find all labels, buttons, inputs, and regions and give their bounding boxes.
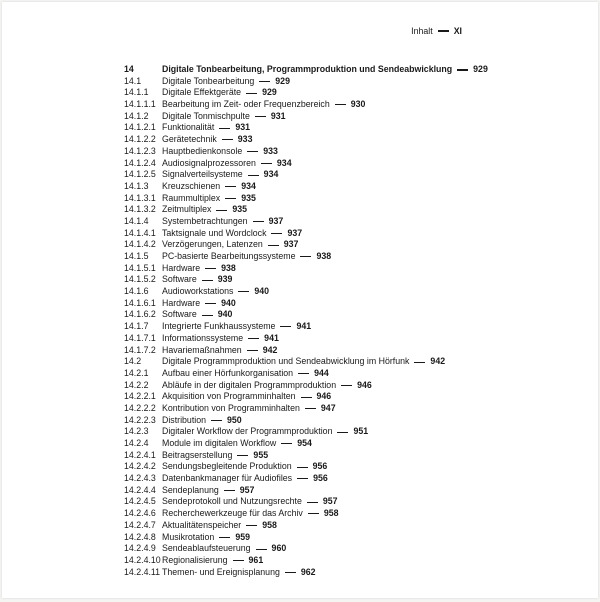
toc-entry-dash-rule: [225, 186, 236, 187]
toc-entry-page: 942: [430, 356, 446, 367]
toc-entry-page: 956: [312, 461, 328, 472]
toc-entry-number: 14.1.6: [124, 286, 149, 297]
toc-entry-number: 14.1.7.2: [124, 344, 156, 355]
toc-entry: [124, 391, 498, 403]
toc-entry: [124, 520, 498, 532]
toc-entry: [124, 87, 498, 99]
toc-entry-page: 957: [239, 484, 255, 495]
toc-entry-page: 946: [357, 379, 372, 390]
toc-entry-page: 934: [276, 157, 292, 168]
toc-entry-dash-rule: [457, 69, 468, 71]
toc-entry-number: 14: [124, 64, 134, 74]
toc-entry-dash-rule: [307, 502, 318, 503]
toc-entry-dash-rule: [225, 198, 236, 199]
toc-entry-title: Distribution: [162, 414, 207, 425]
toc-entry-page: 933: [237, 134, 253, 145]
toc-entry-page: 958: [323, 508, 339, 519]
toc-entry-dash-rule: [255, 116, 266, 117]
toc-entry-page: 958: [262, 519, 277, 530]
toc-entry-page: 947: [320, 402, 336, 413]
toc-entry: [124, 496, 498, 508]
toc-entry: [124, 450, 498, 462]
toc-entry-number: 14.2.4: [124, 438, 149, 448]
toc-entry-page: 929: [262, 87, 277, 98]
toc-entry-title: Taktsignale und Wordclock: [162, 227, 267, 238]
toc-entry-dash-rule: [280, 326, 291, 327]
toc-entry: [124, 508, 498, 520]
toc-entry-number: 14.1.3.2: [124, 204, 156, 215]
toc-entry-page: 940: [254, 286, 270, 297]
toc-entry: [124, 111, 498, 123]
toc-entry: [124, 356, 498, 368]
toc-entry-title: Kontribution von Programminhalten: [162, 402, 300, 413]
toc-entry-number: 14.1.2.4: [124, 157, 156, 168]
toc-entry-dash-rule: [233, 560, 244, 561]
toc-entry-dash-rule: [300, 256, 311, 257]
toc-entry-dash-rule: [205, 268, 216, 269]
toc-entry-dash-rule: [211, 420, 222, 421]
toc-entry-page: 934: [241, 180, 256, 191]
toc-entry: [124, 158, 498, 170]
toc-entry-number: 14.2.2.1: [124, 391, 156, 402]
toc-entry: [124, 64, 498, 76]
toc-entry: [124, 438, 498, 450]
toc-entry-title: Funktionalität: [162, 122, 215, 133]
toc-entry-title: Digitaler Workflow der Programmproduktion: [162, 426, 333, 437]
toc-entry-page: 944: [314, 367, 329, 378]
toc-entry-number: 14.2.4.6: [124, 508, 156, 519]
toc-entry-number: 14.2.2.2: [124, 402, 156, 413]
toc-entry-title: Sendeprotokoll und Nutzungsrechte: [162, 496, 302, 507]
toc-entry-title: Software: [162, 274, 197, 285]
toc-entry-number: 14.1.2.2: [124, 134, 156, 145]
toc-entry-title: Akquisition von Programminhalten: [162, 391, 296, 402]
toc-entry-title: Digitale Tonbearbeitung, Programmproduktion und Sendeabwicklung: [162, 64, 453, 74]
toc-entry-title: Digitale Effektgeräte: [162, 87, 242, 98]
toc-entry: [124, 461, 498, 473]
toc-entry: [124, 543, 498, 555]
toc-entry-dash-rule: [253, 221, 264, 222]
toc-entry: [124, 122, 498, 134]
toc-entry-dash-rule: [337, 432, 348, 433]
toc-entry: [124, 286, 498, 298]
toc-entry-dash-rule: [216, 210, 227, 211]
toc-entry-page: 954: [297, 438, 312, 448]
toc-entry: [124, 228, 498, 240]
toc-entry-dash-rule: [238, 291, 249, 292]
toc-entry-page: 940: [217, 309, 233, 320]
toc-entry-title: Gerätetechnik: [162, 134, 217, 145]
toc-entry: [124, 274, 498, 286]
toc-entry-number: 14.1.3: [124, 180, 149, 191]
toc-entry-dash-rule: [271, 233, 282, 234]
toc-entry-page: 959: [235, 531, 251, 542]
running-head-label: Inhalt: [411, 26, 433, 36]
toc-entry-page: 940: [221, 297, 236, 308]
toc-entry-number: 14.1.5.2: [124, 274, 156, 285]
toc-entry-title: Digitale Tonbearbeitung: [162, 75, 255, 86]
toc-entry-page: 929: [473, 64, 488, 74]
toc-entry-page: 935: [232, 204, 248, 215]
toc-entry-number: 14.2.2.3: [124, 414, 156, 425]
toc-entry-dash-rule: [202, 315, 213, 316]
toc-entry: [124, 216, 498, 228]
toc-entry-page: 946: [316, 391, 332, 402]
toc-entry-number: 14.2.4.1: [124, 449, 156, 460]
toc-entry: [124, 345, 498, 357]
toc-entry-page: 929: [275, 75, 290, 86]
toc-entry: [124, 555, 498, 567]
toc-entry-page: 937: [283, 239, 299, 250]
toc-entry-dash-rule: [297, 467, 308, 468]
toc-entry-number: 14.2.4.7: [124, 519, 156, 530]
toc-entry-dash-rule: [341, 385, 352, 386]
toc-entry-number: 14.2.4.9: [124, 543, 156, 554]
toc-entry-title: Systembetrachtungen: [162, 215, 248, 226]
toc-entry-dash-rule: [247, 350, 258, 351]
toc-entry-page: 937: [268, 215, 284, 226]
toc-entry-title: Digitale Programmproduktion und Sendeabwicklung im Hörfunk: [162, 356, 410, 367]
toc-entry-title: Regionalisierung: [162, 554, 228, 565]
toc-entry-title: Raummultiplex: [162, 192, 221, 203]
toc-entry-dash-rule: [248, 175, 259, 176]
toc-entry-number: 14.1.2.5: [124, 169, 156, 180]
toc-entry-dash-rule: [246, 93, 257, 94]
toc-entry-number: 14.1: [124, 75, 142, 86]
toc-entry-number: 14.1.1.1: [124, 99, 156, 110]
toc-entry-title: Hauptbedienkonsole: [162, 145, 243, 156]
toc-entry-number: 14.2.4.10: [124, 554, 161, 565]
toc-entry-page: 950: [227, 414, 242, 425]
toc-entry: [124, 415, 498, 427]
toc-entry-number: 14.2.4.4: [124, 484, 156, 495]
toc-entry-title: Beitragserstellung: [162, 449, 233, 460]
toc-entry-dash-rule: [268, 245, 279, 246]
toc-entry: [124, 298, 498, 310]
toc-entry-dash-rule: [219, 128, 230, 129]
toc-entry-title: Signalverteilsysteme: [162, 169, 243, 180]
toc-entry-number: 14.2.1: [124, 367, 149, 378]
toc-entry-number: 14.1.5: [124, 251, 149, 261]
toc-entry-page: 935: [241, 192, 256, 203]
toc-entry-dash-rule: [335, 104, 346, 105]
toc-entry: [124, 368, 498, 380]
toc-entry-number: 14.1.4.2: [124, 239, 156, 250]
toc-entry-number: 14.2.4.11: [124, 566, 161, 577]
toc-entry: [124, 251, 498, 263]
toc-entry-number: 14.1.6.2: [124, 309, 156, 320]
toc-entry: [124, 169, 498, 181]
toc-entry: [124, 473, 498, 485]
toc-entry-title: Sendeplanung: [162, 484, 219, 495]
toc-entry-page: 957: [322, 496, 338, 507]
toc-entry-dash-rule: [248, 338, 259, 339]
toc-entry-dash-rule: [308, 513, 319, 514]
toc-entry-dash-rule: [202, 280, 213, 281]
toc-entry: [124, 403, 498, 415]
toc-entry-page: 941: [264, 332, 279, 343]
running-head-dash-rule: [438, 30, 449, 31]
toc-entry: [124, 321, 498, 333]
toc-entry-page: 934: [263, 169, 279, 180]
toc-entry-page: 938: [221, 262, 236, 273]
toc-entry-title: Hardware: [162, 262, 201, 273]
toc-entry-title: Hardware: [162, 297, 201, 308]
toc-entry-page: 960: [271, 543, 287, 554]
toc-entry-page: 931: [235, 122, 251, 133]
toc-entry-title: Informationssysteme: [162, 332, 244, 343]
toc-entry-dash-rule: [305, 408, 316, 409]
toc-list: [124, 64, 498, 578]
toc-entry-number: 14.1.4.1: [124, 227, 156, 238]
toc-entry-dash-rule: [219, 537, 230, 538]
toc-entry-dash-rule: [237, 455, 248, 456]
toc-entry-title: Sendungsbegleitende Produktion: [162, 461, 292, 472]
toc-entry-title: Audiosignalprozessoren: [162, 157, 256, 168]
toc-entry-dash-rule: [259, 81, 270, 82]
toc-entry-number: 14.2.4.2: [124, 461, 156, 472]
toc-entry-page: 942: [262, 344, 278, 355]
toc-entry-page: 961: [248, 554, 264, 565]
toc-entry-dash-rule: [281, 443, 292, 444]
toc-entry-title: Datenbankmanager für Audiofiles: [162, 473, 293, 484]
toc-entry-dash-rule: [256, 549, 267, 550]
toc-entry-number: 14.1.2: [124, 110, 149, 121]
toc-entry: [124, 426, 498, 438]
toc-entry-dash-rule: [301, 397, 312, 398]
toc-entry-number: 14.2.4.8: [124, 531, 156, 542]
toc-entry-dash-rule: [298, 373, 309, 374]
toc-entry-number: 14.1.6.1: [124, 297, 156, 308]
toc-entry-number: 14.2.4.5: [124, 496, 156, 507]
toc-entry: [124, 99, 498, 111]
running-head: [411, 26, 462, 36]
toc-entry-title: Abläufe in der digitalen Programmproduktion: [162, 379, 337, 390]
toc-entry-title: Bearbeitung im Zeit- oder Frequenzbereich: [162, 99, 330, 110]
toc-entry-page: 930: [350, 99, 366, 110]
toc-entry: [124, 263, 498, 275]
toc-entry-number: 14.2.4.3: [124, 473, 156, 484]
toc-entry-number: 14.1.2.1: [124, 122, 156, 133]
toc-entry-title: Audioworkstations: [162, 286, 234, 297]
toc-entry-title: Havariemaßnahmen: [162, 344, 242, 355]
book-page: [2, 2, 598, 598]
toc-entry: [124, 134, 498, 146]
toc-entry-number: 14.1.1: [124, 87, 149, 98]
toc-entry-title: Zeitmultiplex: [162, 204, 212, 215]
toc-entry: [124, 76, 498, 88]
toc-entry-dash-rule: [246, 525, 257, 526]
toc-entry-dash-rule: [205, 303, 216, 304]
toc-entry-number: 14.1.7.1: [124, 332, 156, 343]
toc-entry: [124, 532, 498, 544]
toc-entry: [124, 309, 498, 321]
toc-entry-dash-rule: [285, 572, 296, 573]
toc-entry-number: 14.1.4: [124, 215, 149, 226]
toc-entry-page: 941: [296, 321, 312, 332]
toc-entry-page: 939: [217, 274, 233, 285]
toc-entry-dash-rule: [414, 362, 425, 363]
toc-entry-dash-rule: [297, 478, 308, 479]
toc-entry-number: 14.1.5.1: [124, 262, 156, 273]
toc-entry: [124, 333, 498, 345]
toc-entry-title: PC-basierte Bearbeitungssysteme: [162, 251, 296, 261]
toc-entry-number: 14.1.2.3: [124, 145, 156, 156]
toc-entry-title: Sendeablaufsteuerung: [162, 543, 251, 554]
toc-entry-title: Kreuzschienen: [162, 180, 221, 191]
toc-entry-page: 962: [300, 566, 316, 577]
toc-entry-number: 14.2: [124, 356, 142, 367]
toc-entry-title: Integrierte Funkhaussysteme: [162, 321, 276, 332]
toc-entry-title: Recherchewerkzeuge für das Archiv: [162, 508, 303, 519]
toc-entry-number: 14.1.3.1: [124, 192, 156, 203]
toc-entry-dash-rule: [222, 139, 233, 140]
toc-entry: [124, 380, 498, 392]
toc-entry: [124, 193, 498, 205]
toc-entry-page: 937: [287, 227, 303, 238]
toc-entry-number: 14.2.3: [124, 426, 149, 437]
toc-entry-title: Verzögerungen, Latenzen: [162, 239, 263, 250]
toc-entry: [124, 239, 498, 251]
toc-entry-dash-rule: [261, 163, 272, 164]
toc-entry-page: 951: [353, 426, 369, 437]
toc-entry: [124, 204, 498, 216]
toc-entry-dash-rule: [247, 151, 258, 152]
toc-entry-page: 956: [313, 473, 328, 484]
toc-entry: [124, 181, 498, 193]
running-head-page-number: XI: [453, 26, 462, 36]
toc-entry: [124, 567, 498, 579]
toc-entry-title: Themen- und Ereignisplanung: [162, 566, 280, 577]
toc-entry-title: Aufbau einer Hörfunkorganisation: [162, 367, 294, 378]
toc-entry-title: Digitale Tonmischpulte: [162, 110, 250, 121]
toc-entry-page: 933: [263, 145, 278, 156]
toc-entry-number: 14.1.7: [124, 321, 149, 332]
toc-entry-title: Software: [162, 309, 197, 320]
toc-entry: [124, 485, 498, 497]
toc-entry: [124, 146, 498, 158]
toc-entry-page: 955: [253, 449, 269, 460]
toc-entry-page: 938: [316, 251, 332, 261]
toc-entry-dash-rule: [224, 490, 235, 491]
toc-entry-title: Musikrotation: [162, 531, 215, 542]
toc-entry-page: 931: [270, 110, 286, 121]
toc-entry-title: Aktualitätenspeicher: [162, 519, 242, 530]
toc-entry-number: 14.2.2: [124, 379, 149, 390]
toc-entry-title: Module im digitalen Workflow: [162, 438, 277, 448]
